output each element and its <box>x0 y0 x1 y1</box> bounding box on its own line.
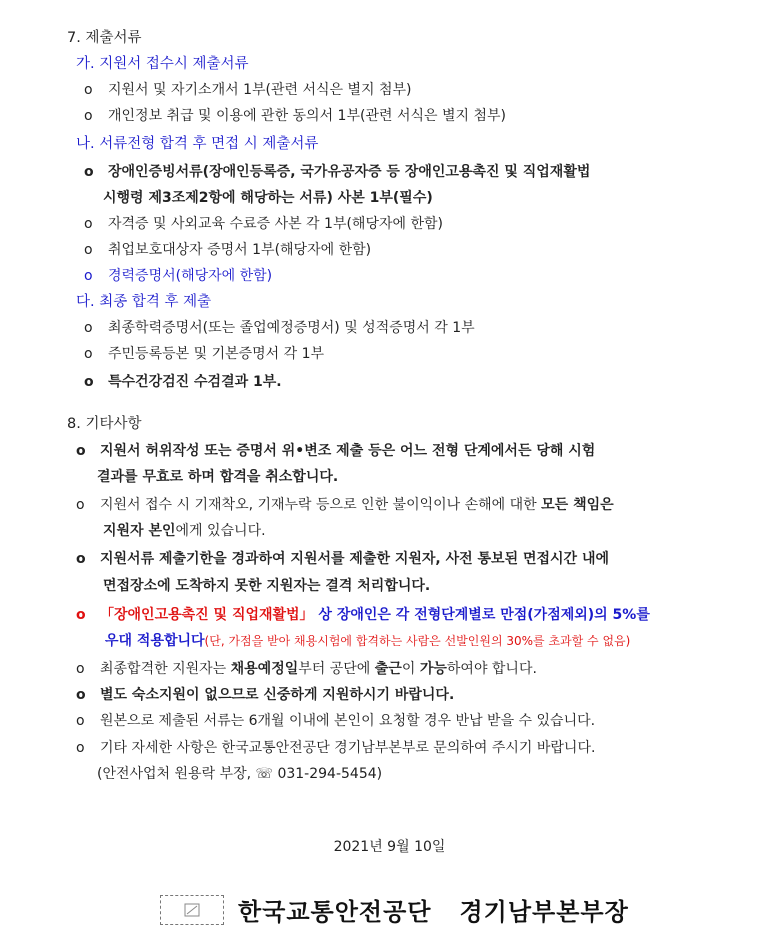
list-item: o 최종학력증명서(또는 졸업예정증명서) 및 성적증명서 각 1부 <box>84 320 475 336</box>
list-item: o 경력증명서(해당자에 한함) <box>84 268 273 284</box>
list-item: o 장애인증빙서류(장애인등록증, 국가유공자증 등 장애인고용촉진 및 직업재활법 <box>84 164 591 180</box>
subsection-da-title: 다. 최종 합격 후 제출 <box>76 294 212 310</box>
document-date: 2021년 9월 10일 <box>333 839 446 855</box>
section-8-title: 8. 기타사항 <box>67 416 142 432</box>
list-item-continuation: 시행령 제3조제2항에 해당하는 서류) 사본 1부(필수) <box>103 190 433 206</box>
list-item: o 자격증 및 사외교육 수료증 사본 각 1부(해당자에 한함) <box>84 216 443 232</box>
signature-org: 한국교통안전공단 <box>238 898 432 926</box>
signature-dept: 경기남부본부장 <box>459 898 629 926</box>
subsection-na-title: 나. 서류전형 합격 후 면접 시 제출서류 <box>76 136 319 152</box>
list-item: o 개인정보 취급 및 이용에 관한 동의서 1부(관련 서식은 별지 첨부) <box>84 108 506 124</box>
list-item: o 지원서 허위작성 또는 증명서 위•변조 제출 등은 어느 전형 단계에서든 당해 시험 <box>76 443 596 459</box>
list-item: o 지원서 접수 시 기재착오, 기재누락 등으로 인한 불이익이나 손해에 대한 모든 책임은 <box>76 497 614 513</box>
list-item: o 특수건강검진 수검결과 1부. <box>84 374 282 390</box>
list-item: o 지원서류 제출기한을 경과하여 지원서를 제출한 지원자, 사전 통보된 면접시간 내에 <box>76 551 609 567</box>
list-item: o 주민등록등본 및 기본증명서 각 1부 <box>84 346 325 362</box>
list-item: o 원본으로 제출된 서류는 6개월 이내에 본인이 요청할 경우 반납 받을 수 있습니다. <box>76 713 596 729</box>
list-item-continuation: 우대 적용합니다(단, 가점을 받아 채용시험에 합격하는 사람은 선발인원의 30%를 초과할 수 없음) <box>105 633 631 649</box>
list-item: o 별도 숙소지원이 없으므로 신중하게 지원하시기 바랍니다. <box>76 687 455 703</box>
signature-text <box>238 892 629 927</box>
list-item: o 취업보호대상자 증명서 1부(해당자에 한함) <box>84 242 372 258</box>
list-item: o 기타 자세한 사항은 한국교통안전공단 경기남부본부로 문의하여 주시기 바랍니다. <box>76 740 596 756</box>
list-item-continuation: 면접장소에 도착하지 못한 지원자는 결격 처리합니다. <box>103 578 431 594</box>
section-7-title: 7. 제출서류 <box>67 30 142 46</box>
list-item: o 최종합격한 지원자는 채용예정일부터 공단에 출근이 가능하여야 합니다. <box>76 661 537 677</box>
signature-block <box>160 892 629 927</box>
seal-image-icon <box>160 895 224 925</box>
list-item-continuation: 지원자 본인에게 있습니다. <box>103 523 266 539</box>
subsection-ga-title: 가. 지원서 접수시 제출서류 <box>76 56 249 72</box>
list-item: o 「장애인고용촉진 및 직업재활법」 상 장애인은 각 전형단계별로 만점(가점제외)의 5%를 <box>76 607 650 623</box>
list-item: o 지원서 및 자기소개서 1부(관련 서식은 별지 첨부) <box>84 82 412 98</box>
list-item-continuation: 결과를 무효로 하며 합격을 취소합니다. <box>97 469 339 485</box>
contact-info: (안전사업처 원용락 부장, ☏ 031-294-5454) <box>97 766 383 782</box>
